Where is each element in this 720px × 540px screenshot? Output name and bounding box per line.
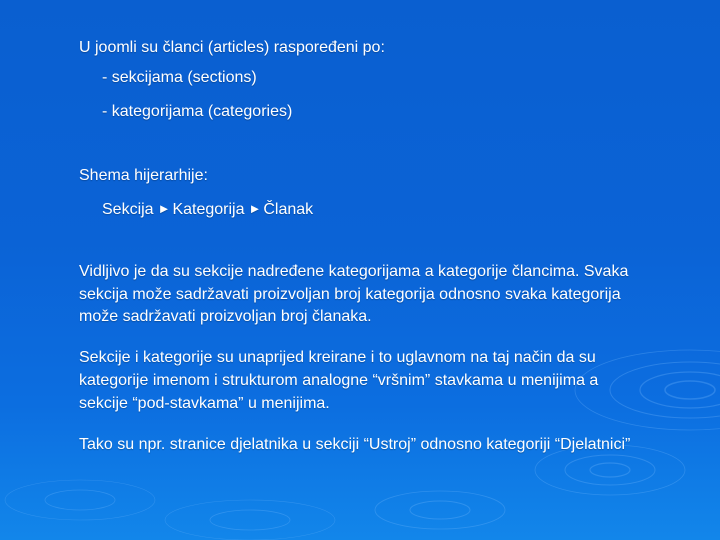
intro-text: U joomli su članci (articles) raspoređeni po: xyxy=(79,39,385,56)
paragraph-1-line-2: sekcija može sadržavati proizvoljan broj kategorija odnosno svaka kategorija xyxy=(79,286,621,303)
hierarchy-item-category: Kategorija xyxy=(172,201,245,218)
paragraph-1-line-3: može sadržavati proizvoljan broj članaka. xyxy=(79,308,372,325)
paragraph-1-line-1: Vidljivo je da su sekcije nadređene kategorijama a kategorije člancima. Svaka xyxy=(79,263,629,280)
paragraph-3: Tako su npr. stranice djelatnika u sekciji “Ustroj” odnosno kategoriji “Djelatnici” xyxy=(79,436,631,453)
hierarchy-scheme xyxy=(102,198,313,220)
paragraph-2-line-3: sekcije “pod-stavkama” u menijima. xyxy=(79,395,330,412)
arrow-right-icon: ► xyxy=(157,201,171,216)
hierarchy-item-section: Sekcija xyxy=(102,201,154,218)
paragraph-2-line-1: Sekcije i kategorije su unaprijed kreirane i to uglavnom na taj način da su xyxy=(79,349,596,366)
bullet-sections: - sekcijama (sections) xyxy=(102,69,257,86)
bullet-categories: - kategorijama (categories) xyxy=(102,103,293,120)
paragraph-2-line-2: kategorije imenom i strukturom analogne “vršnim” stavkama u menijima a xyxy=(79,372,599,389)
arrow-right-icon: ► xyxy=(248,201,262,216)
hierarchy-item-article: Članak xyxy=(263,201,314,218)
hierarchy-title: Shema hijerarhije: xyxy=(79,167,208,184)
